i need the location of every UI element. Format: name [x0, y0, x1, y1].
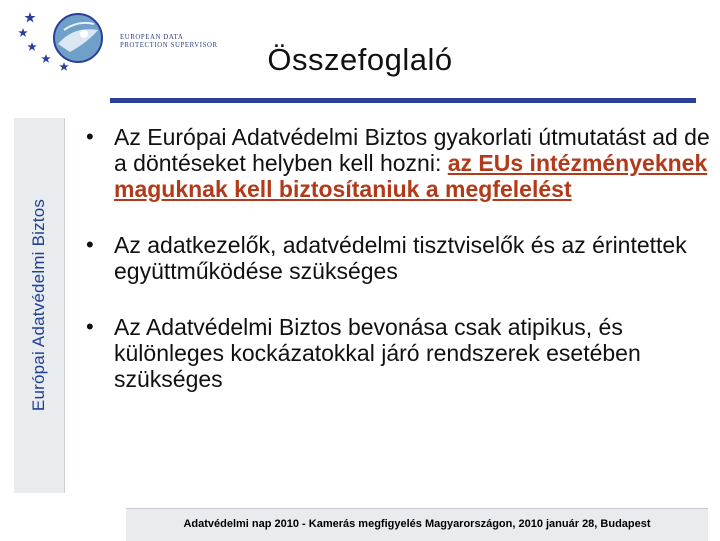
bullet-2-text: Az adatkezelők, adatvédelmi tisztviselők és az érintettek együttműködése szükséges [114, 232, 687, 284]
footer-text: Adatvédelmi nap 2010 - Kamerás megfigyelés Magyarországon, 2010 január 28, Budapest [183, 518, 651, 530]
bullet-item-1 [84, 124, 714, 202]
slide-title: Összefoglaló [267, 42, 453, 77]
edps-emblem-icon [18, 8, 118, 78]
bullet-list [84, 124, 714, 422]
bullet-3-text: Az Adatvédelmi Biztos bevonása csak atipikus, és különleges kockázatokkal járó rendszerek esetében szükséges [114, 314, 641, 392]
bullet-item-2 [84, 232, 714, 284]
bullet-item-3 [84, 314, 714, 392]
bullet-1-text: Az Európai Adatvédelmi Biztos gyakorlati útmutatást ad de a döntéseket helyben kell hozni: [114, 124, 710, 176]
logo-line-1: EUROPEAN DATA [120, 34, 184, 41]
footer [126, 508, 708, 541]
logo-line-2: PROTECTION SUPERVISOR [120, 42, 218, 49]
bullet-1-emphasis: az EUs intézményeknek maguknak kell biztosítaniuk a megfelelést [114, 150, 708, 202]
title-rule [110, 98, 696, 103]
side-label: Európai Adatvédelmi Biztos [29, 198, 48, 412]
edps-logo [18, 8, 218, 78]
